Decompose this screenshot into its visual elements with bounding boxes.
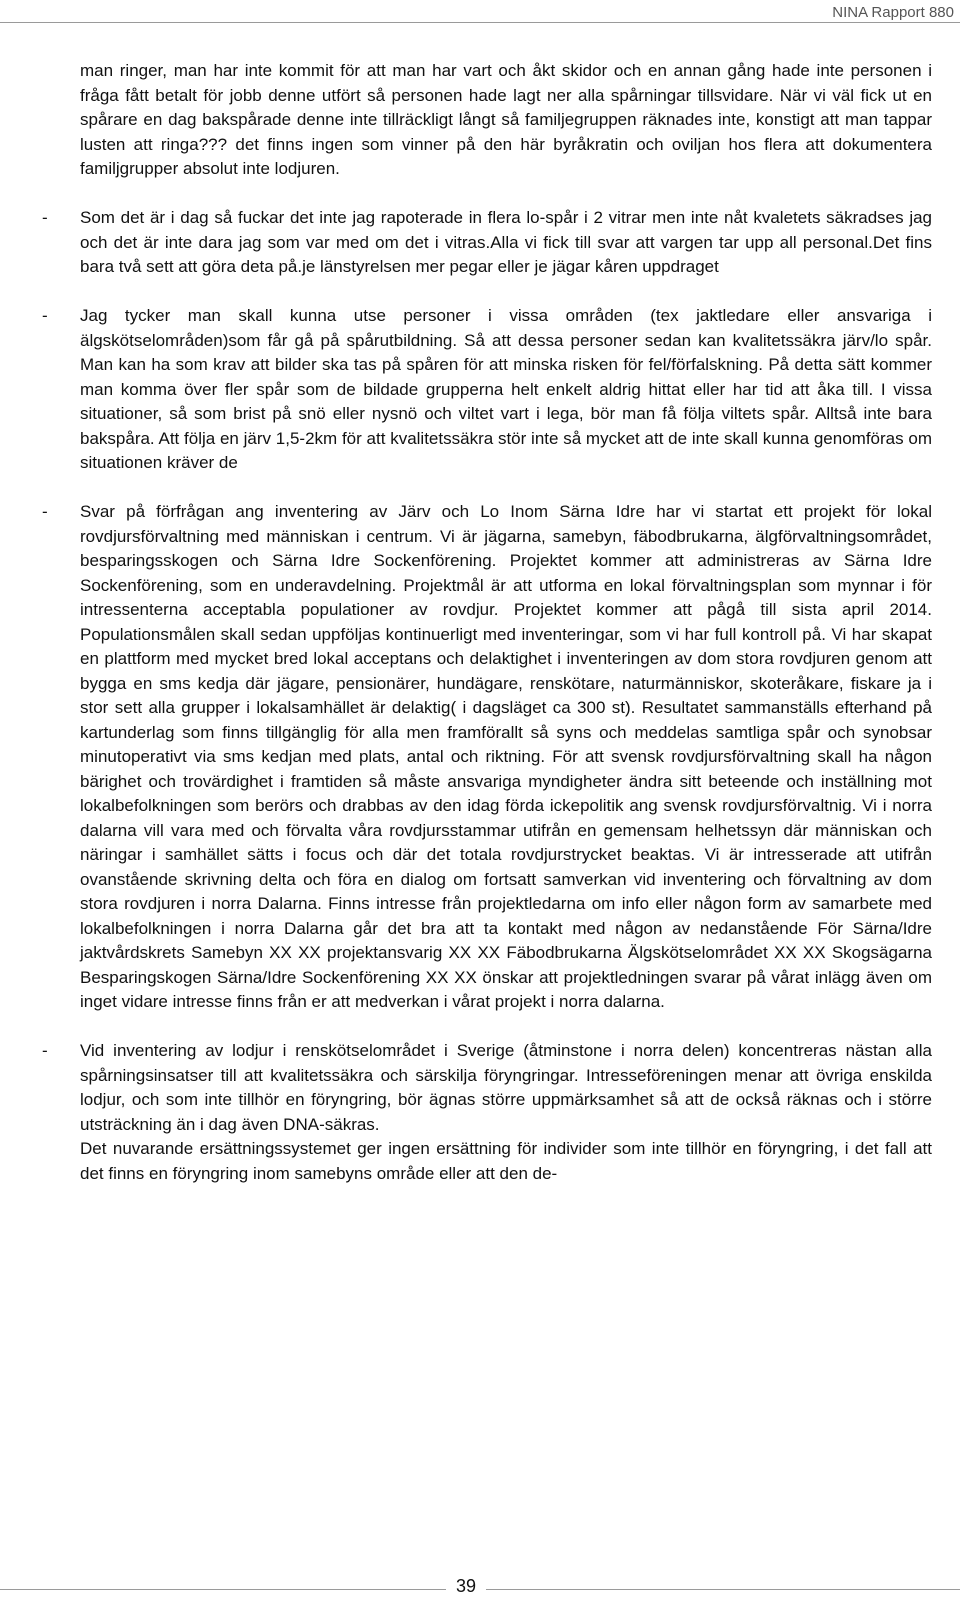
list-item-text: Svar på förfrågan ang inventering av Järv och Lo Inom Särna Idre har vi startat ett projekt för lokal rovdjursförvaltning med människan i centrum. Vi är jägarna, samebyn, fäbodbrukarna, älgförvaltningsområdet, besparingsskogen och Särna Idre Sockenförening. Projektet kommer att administreras av Särna Idre Sockenförening, som en underavdelning. Projektmål är att utforma en lokal förvaltningsplan som mynnar i för intressenterna acceptabla populationer av rovdjur. Projektet kommer att pågå till sista april 2014. Populationsmålen skall sedan uppföljas kontinuerligt med inventeringar, som vi har full kontroll på. Vi har skapat en plattform med mycket bred lokal acceptans och delaktighet i inventeringen av dom stora rovdjuren genom att bygga en sms kedja där jägare, pensionärer, hundägare, renskötare, naturmänniskor, skoteråkare, fiskare ja i stor sett alla grupper i lokalsamhället är delaktig( i dagsläget ca 300 st). Resultatet sammanställs efterhand på kartunderlag som finns tillgänglig för alla men framförallt så syns och meddelas samtliga spår och synobsar minutoperativt via sms kedjan med plats, antal och riktning. För att svensk rovdjursförvaltning skall ha någon bärighet och trovärdighet i framtiden så måste ansvariga myndigheter ändra sitt beteende och inställning mot lokalbefolkningen som berörs och drabbas av den idag förda ickepolitik ang svensk rovdjursförvaltnig. Vi i norra dalarna vill vara med och förvalta våra rovdjursstammar utifrån en gemensam helhetssyn där människan och näringar i samhället sätts i focus och där det totala rovdjurstrycket beaktas. Vi är intresserade att utifrån ovanstående skrivning delta och föra en dialog om fortsatt samverkan vid inventering och förvaltning av dom stora rovdjuren i norra Dalarna. Finns intresse från projektledarna om info eller någon form av samarbete med lokalbefolkningen i norra Dalarna går det bra att ta kontakt med någon av nedanstående För Särna/Idre jaktvårdskrets Samebyn XX XX projektansvarig XX XX Fäbodbrukarna Älgskötselområdet XX XX Skogsägarna Besparingskogen Särna/Idre Sockenförening XX XX önskar att projektledningen svarar på vårat inlägg även om inget vidare intresse finns från er att medverkan i vårat projekt i norra dalarna. [80, 502, 932, 1011]
header-rule [0, 22, 960, 23]
running-title: NINA Rapport 880 [826, 4, 954, 21]
list-item-text: Vid inventering av lodjur i renskötselområdet i Sverige (åtminstone i norra delen) koncentreras nästan alla spårningsinsatser till att kvalitetssäkra och särskilja föryngringar. Intresseföreningen menar att övriga enskilda lodjur, och som inte tillhör en föryngring, bör ägnas större uppmärksamhet så att de också räknas och i större utsträckning än i dag även DNA-säkras. [80, 1041, 932, 1134]
list-dash: - [42, 208, 48, 227]
page-number: 39 [446, 1576, 486, 1597]
page-header [0, 0, 960, 44]
list-item-text: Jag tycker man skall kunna utse personer i vissa områden (tex jaktledare eller ansvariga i älgskötselområden)som får gå på spårutbildning. Så att dessa personer sedan kan kvalitetssäkra järv/lo spår. Man kan ha som krav att bilder ska tas på spåren för att minska risken för fel/förfalskning. På detta sätt kommer man komma över fler spår som de bildade grupperna helt enkelt aldrig hittat eller har tid att åka till. I vissa situationer, så som brist på snö eller nysnö och viltet vart i lega, bör man få följa viltets spår. Alltså inte bara bakspåra. Att följa en järv 1,5-2km för att kvalitetssäkra stör inte så mycket att de inte skall kunna genomföras om situationen kräver de [80, 306, 932, 472]
list-dash: - [42, 306, 48, 325]
list-dash: - [42, 1041, 48, 1060]
list-item [42, 304, 932, 476]
page-body [42, 59, 932, 1186]
list-item-continuation: Det nuvarande ersättningssystemet ger ingen ersättning för individer som inte tillhör en föryngring, i det fall att det finns en föryngring inom samebyns område eller att den de- [80, 1139, 932, 1183]
list-item-text: Som det är i dag så fuckar det inte jag rapoterade in flera lo-spår i 2 vitrar men inte nåt kvaletets säkradses jag och det är inte dara jag som var med om det i vitras.Alla vi fick till svar att vargen tar upp all personal.Det fins bara två sett att göra deta på.je länstyrelsen mer pegar eller je jägar kåren uppdraget [80, 208, 932, 276]
lead-paragraph: man ringer, man har inte kommit för att man har vart och åkt skidor och en annan gång hade inte personen i fråga fått betalt för jobb denne utfört så personen hade lagt ner alla spårningar tillsvidare. När vi väl fick ut en spårare en dag bakspårade denne inte tillräckligt långt så familjegruppen räknades inte, konstigt att man tappar lusten att ringa??? det finns ingen som vinner på den här byråkratin och oviljan hos flera att dokumentera familjgrupper absolut inte lodjuren. [80, 61, 932, 178]
list-item [42, 500, 932, 1015]
list-dash: - [42, 502, 48, 521]
list-item [42, 1039, 932, 1186]
list-item [42, 206, 932, 280]
page-footer [0, 1572, 960, 1618]
